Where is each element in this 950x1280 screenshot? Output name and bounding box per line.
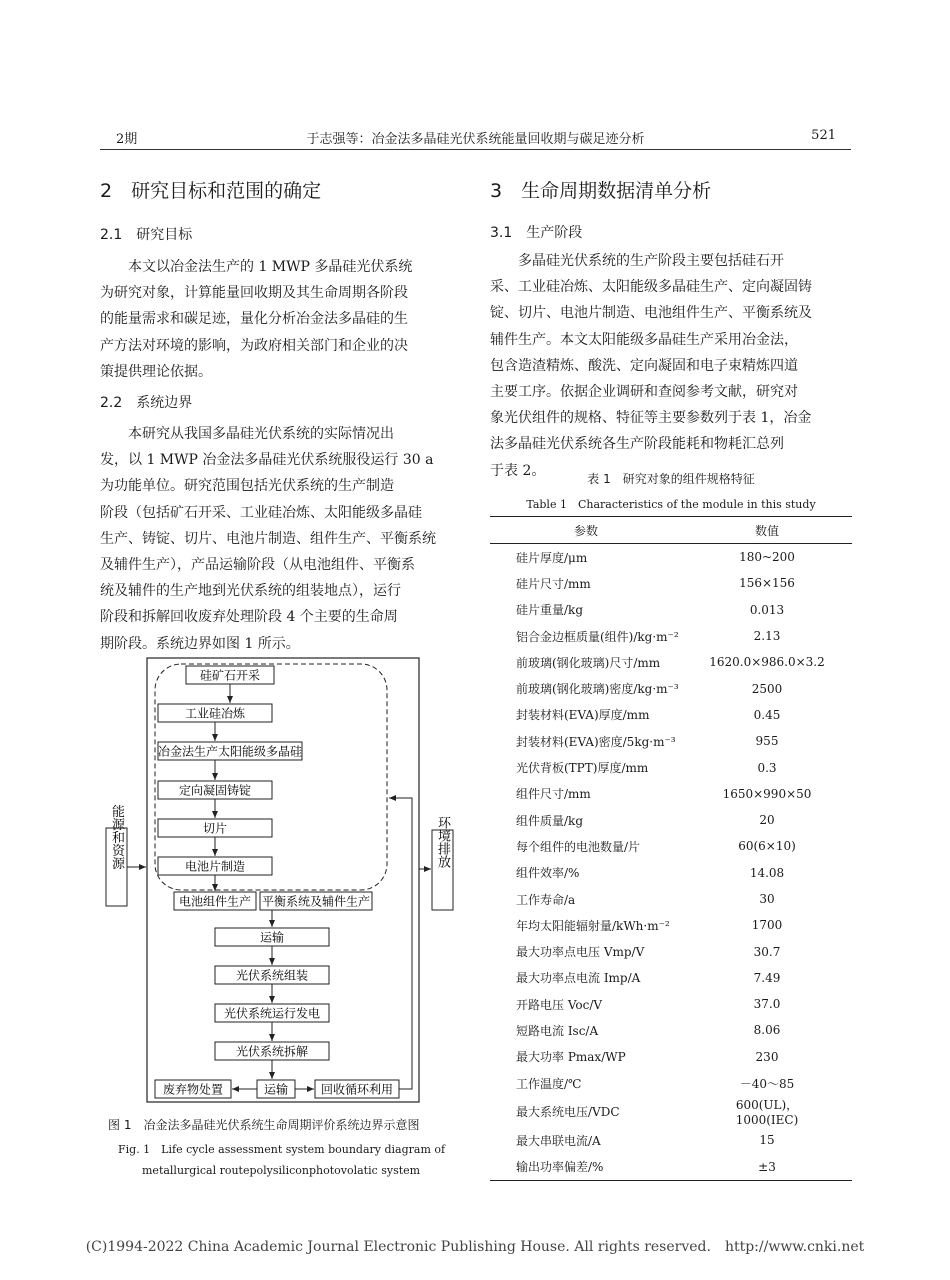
value-cell: 7.49 <box>753 970 781 985</box>
table-row <box>490 807 852 833</box>
table-row <box>490 675 852 701</box>
parameter-cell: 前玻璃(钢化玻璃)密度/kg·m⁻³ <box>516 682 679 697</box>
value-cell: 1620.0×986.0×3.2 <box>709 655 825 670</box>
section-2-2-paragraph <box>100 421 462 657</box>
para-line: 辅件生产。本文太阳能级多晶硅生产采用冶金法， <box>490 331 798 348</box>
figure-1-caption-en-2: metallurgical routepolysiliconphotovolatic system <box>142 1164 421 1177</box>
para-line: 阶段（包括矿石开采、工业硅冶炼、太阳能级多晶硅 <box>100 504 422 521</box>
system-boundary-diagram <box>100 656 460 1106</box>
table-row <box>490 754 852 780</box>
para-line: 采、工业硅冶炼、太阳能级多晶硅生产、定向凝固铸 <box>490 279 812 296</box>
para-line: 法多晶硅光伏系统各生产阶段能耗和物耗汇总列 <box>490 436 784 453</box>
table-row <box>490 649 852 675</box>
para-line: 多晶硅光伏系统的生产阶段主要包括硅石开 <box>518 253 784 269</box>
para-line: 的能量需求和碳足迹，量化分析冶金法多晶硅的生 <box>100 311 408 328</box>
figure-1-caption-zh: 图 1 冶金法多晶硅光伏系统生命周期评价系统边界示意图 <box>108 1118 420 1132</box>
table-1-caption-en: Table 1 Characteristics of the module in this study <box>526 498 816 511</box>
value-cell: 15 <box>759 1133 775 1148</box>
value-cell: 230 <box>755 1049 779 1064</box>
table-row <box>490 938 852 964</box>
box-waste-label: 废弃物处置 <box>162 1082 224 1097</box>
parameter-cell: 最大串联电流/A <box>516 1133 601 1148</box>
value-cell: 955 <box>755 734 779 749</box>
para-line: 产方法对环境的影响，为政府相关部门和企业的决 <box>100 337 408 354</box>
figure-outer-frame <box>147 658 419 1102</box>
table-row <box>490 702 852 728</box>
table-row <box>490 728 852 754</box>
value-cell: 37.0 <box>753 997 781 1012</box>
value-cell: 20 <box>759 813 775 828</box>
parameter-cell: 组件尺寸/mm <box>516 787 591 802</box>
para-line: 为研究对象，计算能量回收期及其生命周期各阶段 <box>100 285 408 302</box>
parameter-cell: 前玻璃(钢化玻璃)尺寸/mm <box>516 655 661 670</box>
box-dismantle-label: 光伏系统拆解 <box>235 1044 309 1059</box>
table-row <box>490 991 852 1017</box>
copyright-footer: (C)1994-2022 China Academic Journal Electronic Publishing House. All rights reserved. http://www.cnki.net <box>85 1239 865 1255</box>
figure-1-caption-en-1: Fig. 1 Life cycle assessment system boundary diagram of <box>118 1143 446 1156</box>
para-line: 阶段和拆解回收废弃处理阶段 4 个主要的生命周 <box>100 609 398 626</box>
box-recycle-label: 回收循环利用 <box>320 1082 394 1097</box>
environmental-emission-label: 环境排放 <box>435 816 450 868</box>
parameter-cell: 输出功率偏差/% <box>490 1154 682 1181</box>
parameter-cell: 组件质量/kg <box>516 813 583 828</box>
parameter-cell: 封装材料(EVA)厚度/mm <box>516 708 650 723</box>
value-cell: 156×156 <box>739 576 795 591</box>
value-cell: 60(6×10) <box>738 839 796 854</box>
table-row <box>490 860 852 886</box>
value-cell: 0.013 <box>749 602 785 617</box>
value-cell: 0.45 <box>753 707 781 722</box>
table-row <box>490 1096 852 1127</box>
box-assembly-label: 光伏系统组装 <box>235 968 309 983</box>
table-row <box>490 623 852 649</box>
para-line: 包含造渣精炼、酸洗、定向凝固和电子束精炼四道 <box>490 357 798 374</box>
section-2-title: 2 研究目标和范围的确定 <box>100 180 322 202</box>
box-smelting-label: 工业硅冶炼 <box>184 706 246 721</box>
table-1-caption-zh: 表 1 研究对象的组件规格特征 <box>587 472 755 486</box>
value-cell: 2.13 <box>753 629 781 644</box>
value-cell: 8.06 <box>753 1023 781 1038</box>
table-row <box>490 781 852 807</box>
table-row <box>490 1044 852 1070</box>
section-2-1-title: 2.1 研究目标 <box>100 227 193 243</box>
parameter-cell: 组件效率/% <box>516 866 580 881</box>
box-casting-label: 定向凝固铸锭 <box>178 783 252 798</box>
value-cell: 600(UL)， 1000(IEC) <box>735 1098 799 1128</box>
table-row <box>490 1017 852 1043</box>
table-body <box>490 544 852 1181</box>
parameter-cell: 每个组件的电池数量/片 <box>516 839 641 854</box>
box-module-label: 电池组件生产 <box>178 894 252 909</box>
production-stage-boundary <box>155 664 387 890</box>
value-cell: 30 <box>759 892 775 906</box>
parameter-cell: 光伏背板(TPT)厚度/mm <box>516 761 649 776</box>
para-line: 象光伏组件的规格、特征等主要参数列于表 1，冶金 <box>490 410 812 427</box>
parameter-cell: 硅片厚度/μm <box>516 550 588 565</box>
table-row <box>490 912 852 938</box>
value-cell: 14.08 <box>749 865 785 880</box>
value-cell: 2500 <box>751 681 783 696</box>
value-cell: 1650×990×50 <box>722 786 812 801</box>
table-row <box>490 597 852 623</box>
box-bos-label: 平衡系统及辅件生产 <box>261 894 371 909</box>
value-cell: 0.3 <box>757 760 777 775</box>
value-cell: 1700 <box>751 918 783 933</box>
section-2-1-paragraph <box>100 254 462 385</box>
value-cell: －40～85 <box>739 1076 795 1091</box>
section-3-1-paragraph <box>490 248 852 484</box>
issue-number: 2期 <box>116 132 138 147</box>
table-row <box>490 1070 852 1096</box>
parameter-cell: 工作温度/℃ <box>516 1076 582 1091</box>
running-title: 于志强等：冶金法多晶硅光伏系统能量回收期与碳足迹分析 <box>306 132 645 147</box>
parameter-cell: 最大系统电压/VDC <box>516 1105 620 1120</box>
box-transport-label: 运输 <box>259 930 285 945</box>
value-cell: 30.7 <box>753 944 781 959</box>
para-line: 锭、切片、电池片制造、电池组件生产、平衡系统及 <box>490 305 812 322</box>
para-line: 发，以 1 MWP 冶金法多晶硅光伏系统服役运行 30 a <box>100 452 434 469</box>
para-line: 为功能单位。研究范围包括光伏系统的生产制造 <box>100 478 394 495</box>
table-row <box>490 570 852 596</box>
table-row <box>490 544 852 571</box>
parameter-cell: 开路电压 Voc/V <box>516 997 603 1012</box>
para-line: 于表 2。 <box>490 462 546 479</box>
recycle-feedback-arrow <box>389 798 412 1089</box>
parameter-cell: 最大功率点电压 Vmp/V <box>516 945 645 960</box>
page-number: 521 <box>811 128 836 143</box>
para-line: 期阶段。系统边界如图 1 所示。 <box>100 635 300 652</box>
parameter-cell: 短路电流 Isc/A <box>516 1023 599 1038</box>
parameter-cell: 封装材料(EVA)密度/5kg·m⁻³ <box>516 734 676 749</box>
parameter-cell: 最大功率点电流 Imp/A <box>516 971 641 986</box>
para-line: 统及辅件的生产地到光伏系统的组装地点），运行 <box>100 583 401 600</box>
para-line: 本文以冶金法生产的 1 MWP 多晶硅光伏系统 <box>128 259 413 275</box>
box-cell-label: 电池片制造 <box>184 859 246 874</box>
table-header-row <box>490 517 852 544</box>
value-cell: 180~200 <box>739 550 795 565</box>
section-3-1-title: 3.1 生产阶段 <box>490 225 583 241</box>
table-row <box>490 1127 852 1153</box>
parameter-cell: 年均太阳能辐射量/kWh·m⁻² <box>516 918 670 933</box>
box-mining-label: 硅矿石开采 <box>199 668 261 683</box>
table-row <box>490 1154 852 1181</box>
parameter-cell: 硅片尺寸/mm <box>516 576 591 591</box>
value-cell: ±3 <box>682 1154 852 1181</box>
parameter-cell: 铝合金边框质量(组件)/kg·m⁻² <box>516 629 679 644</box>
para-line: 策提供理论依据。 <box>100 363 212 380</box>
section-2-2-title: 2.2 系统边界 <box>100 395 193 411</box>
parameter-cell: 工作寿命/a <box>516 892 576 907</box>
header-parameter: 参数 <box>490 517 682 544</box>
header-value: 数值 <box>682 517 852 544</box>
para-line: 生产、铸锭、切片、电池片制造、组件生产、平衡系统 <box>100 530 436 547</box>
table-row <box>490 965 852 991</box>
box-operation-label: 光伏系统运行发电 <box>223 1006 321 1021</box>
section-3-title: 3 生命周期数据清单分析 <box>490 180 712 202</box>
para-line: 本研究从我国多晶硅光伏系统的实际情况出 <box>128 426 394 442</box>
module-spec-table <box>490 516 852 1181</box>
para-line: 主要工序。依据企业调研和查阅参考文献，研究对 <box>490 384 798 401</box>
para-line: 及辅件生产），产品运输阶段（从电池组件、平衡系 <box>100 557 415 574</box>
box-slicing-label: 切片 <box>202 821 228 836</box>
box-polysilicon-label: 冶金法生产太阳能级多晶硅 <box>157 744 303 759</box>
header-rule <box>100 149 851 150</box>
energy-resources-label: 能源和资源 <box>109 804 124 870</box>
box-transport-2-label: 运输 <box>263 1082 289 1097</box>
parameter-cell: 硅片重量/kg <box>516 603 583 618</box>
table-row <box>490 833 852 859</box>
table-row <box>490 886 852 912</box>
parameter-cell: 最大功率 Pmax/WP <box>516 1050 626 1065</box>
